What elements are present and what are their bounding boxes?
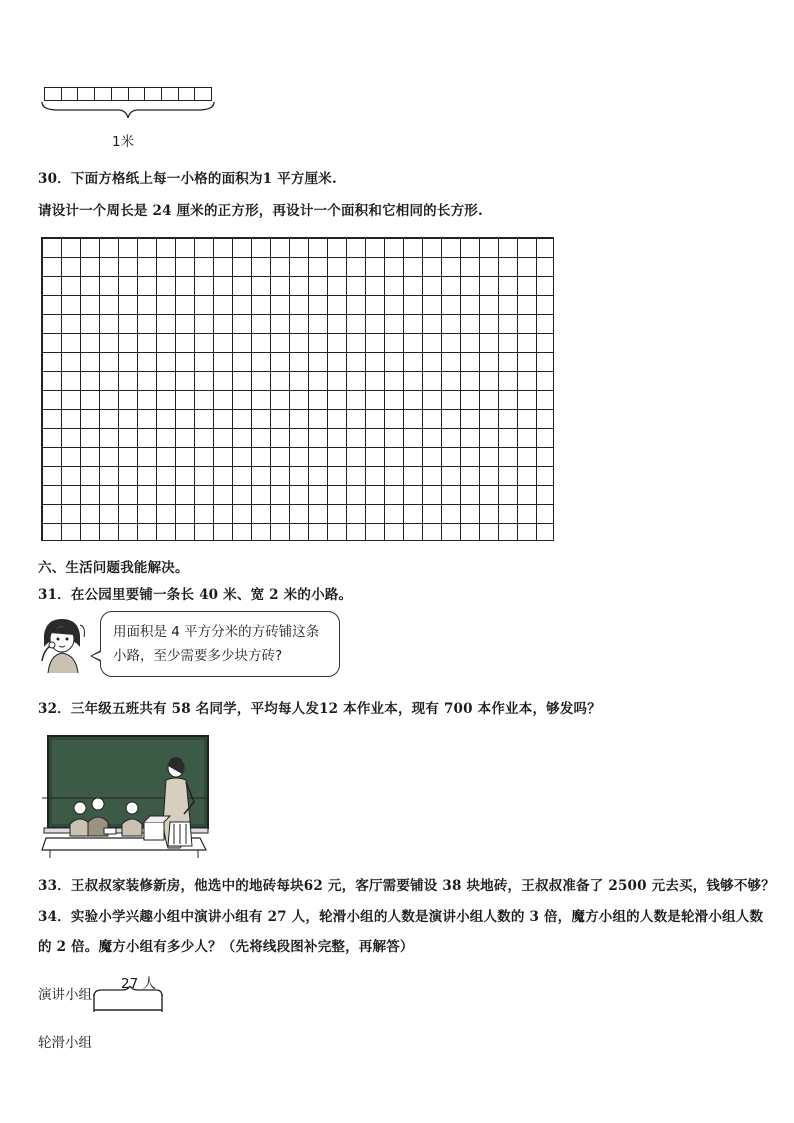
diagram-brace-segment (90, 986, 170, 1016)
speech-bubble-line2: 小路，至少需要多少块方砖? (113, 648, 283, 664)
row-label-speech-group: 演讲小组 (38, 987, 92, 1003)
row-label-skating-group: 轮滑小组 (38, 1035, 92, 1051)
question-30-line1: 30．下面方格纸上每一小格的面积为1 平方厘米. (38, 171, 337, 187)
girl-illustration (34, 615, 90, 673)
ruler-segment (44, 87, 212, 101)
square-grid-paper (41, 237, 554, 541)
ruler-label: 1米 (112, 134, 135, 150)
question-30-line2: 请设计一个周长是 24 厘米的正方形，再设计一个面积和它相同的长方形. (38, 203, 483, 219)
speech-bubble (100, 611, 340, 677)
classroom-illustration (40, 730, 212, 860)
section-6-title: 六、生活问题我能解决。 (38, 560, 189, 576)
question-34-line1: 34．实验小学兴趣小组中演讲小组有 27 人，轮滑小组的人数是演讲小组人数的 3 倍，魔方小组的人数是轮滑小组人数 (38, 909, 764, 925)
ruler-brace (38, 100, 218, 124)
diagram-count-label: 27 人 (121, 976, 156, 992)
question-33-text: 33．王叔叔家装修新房，他选中的地砖每块62 元，客厅需要铺设 38 块地砖，王叔叔准备了 2500 元去买，钱够不够？ (38, 878, 775, 894)
question-32-text: 32．三年级五班共有 58 名同学，平均每人发12 本作业本，现有 700 本作业本，够发吗？ (38, 701, 601, 717)
speech-bubble-tail-inner (92, 652, 101, 660)
question-31-text: 31．在公园里要铺一条长 40 米、宽 2 米的小路。 (38, 587, 353, 603)
speech-bubble-line1: 用面积是 4 平方分米的方砖铺这条 (113, 624, 320, 640)
question-34-line2: 的 2 倍。魔方小组有多少人？（先将线段图补完整，再解答） (38, 939, 414, 955)
